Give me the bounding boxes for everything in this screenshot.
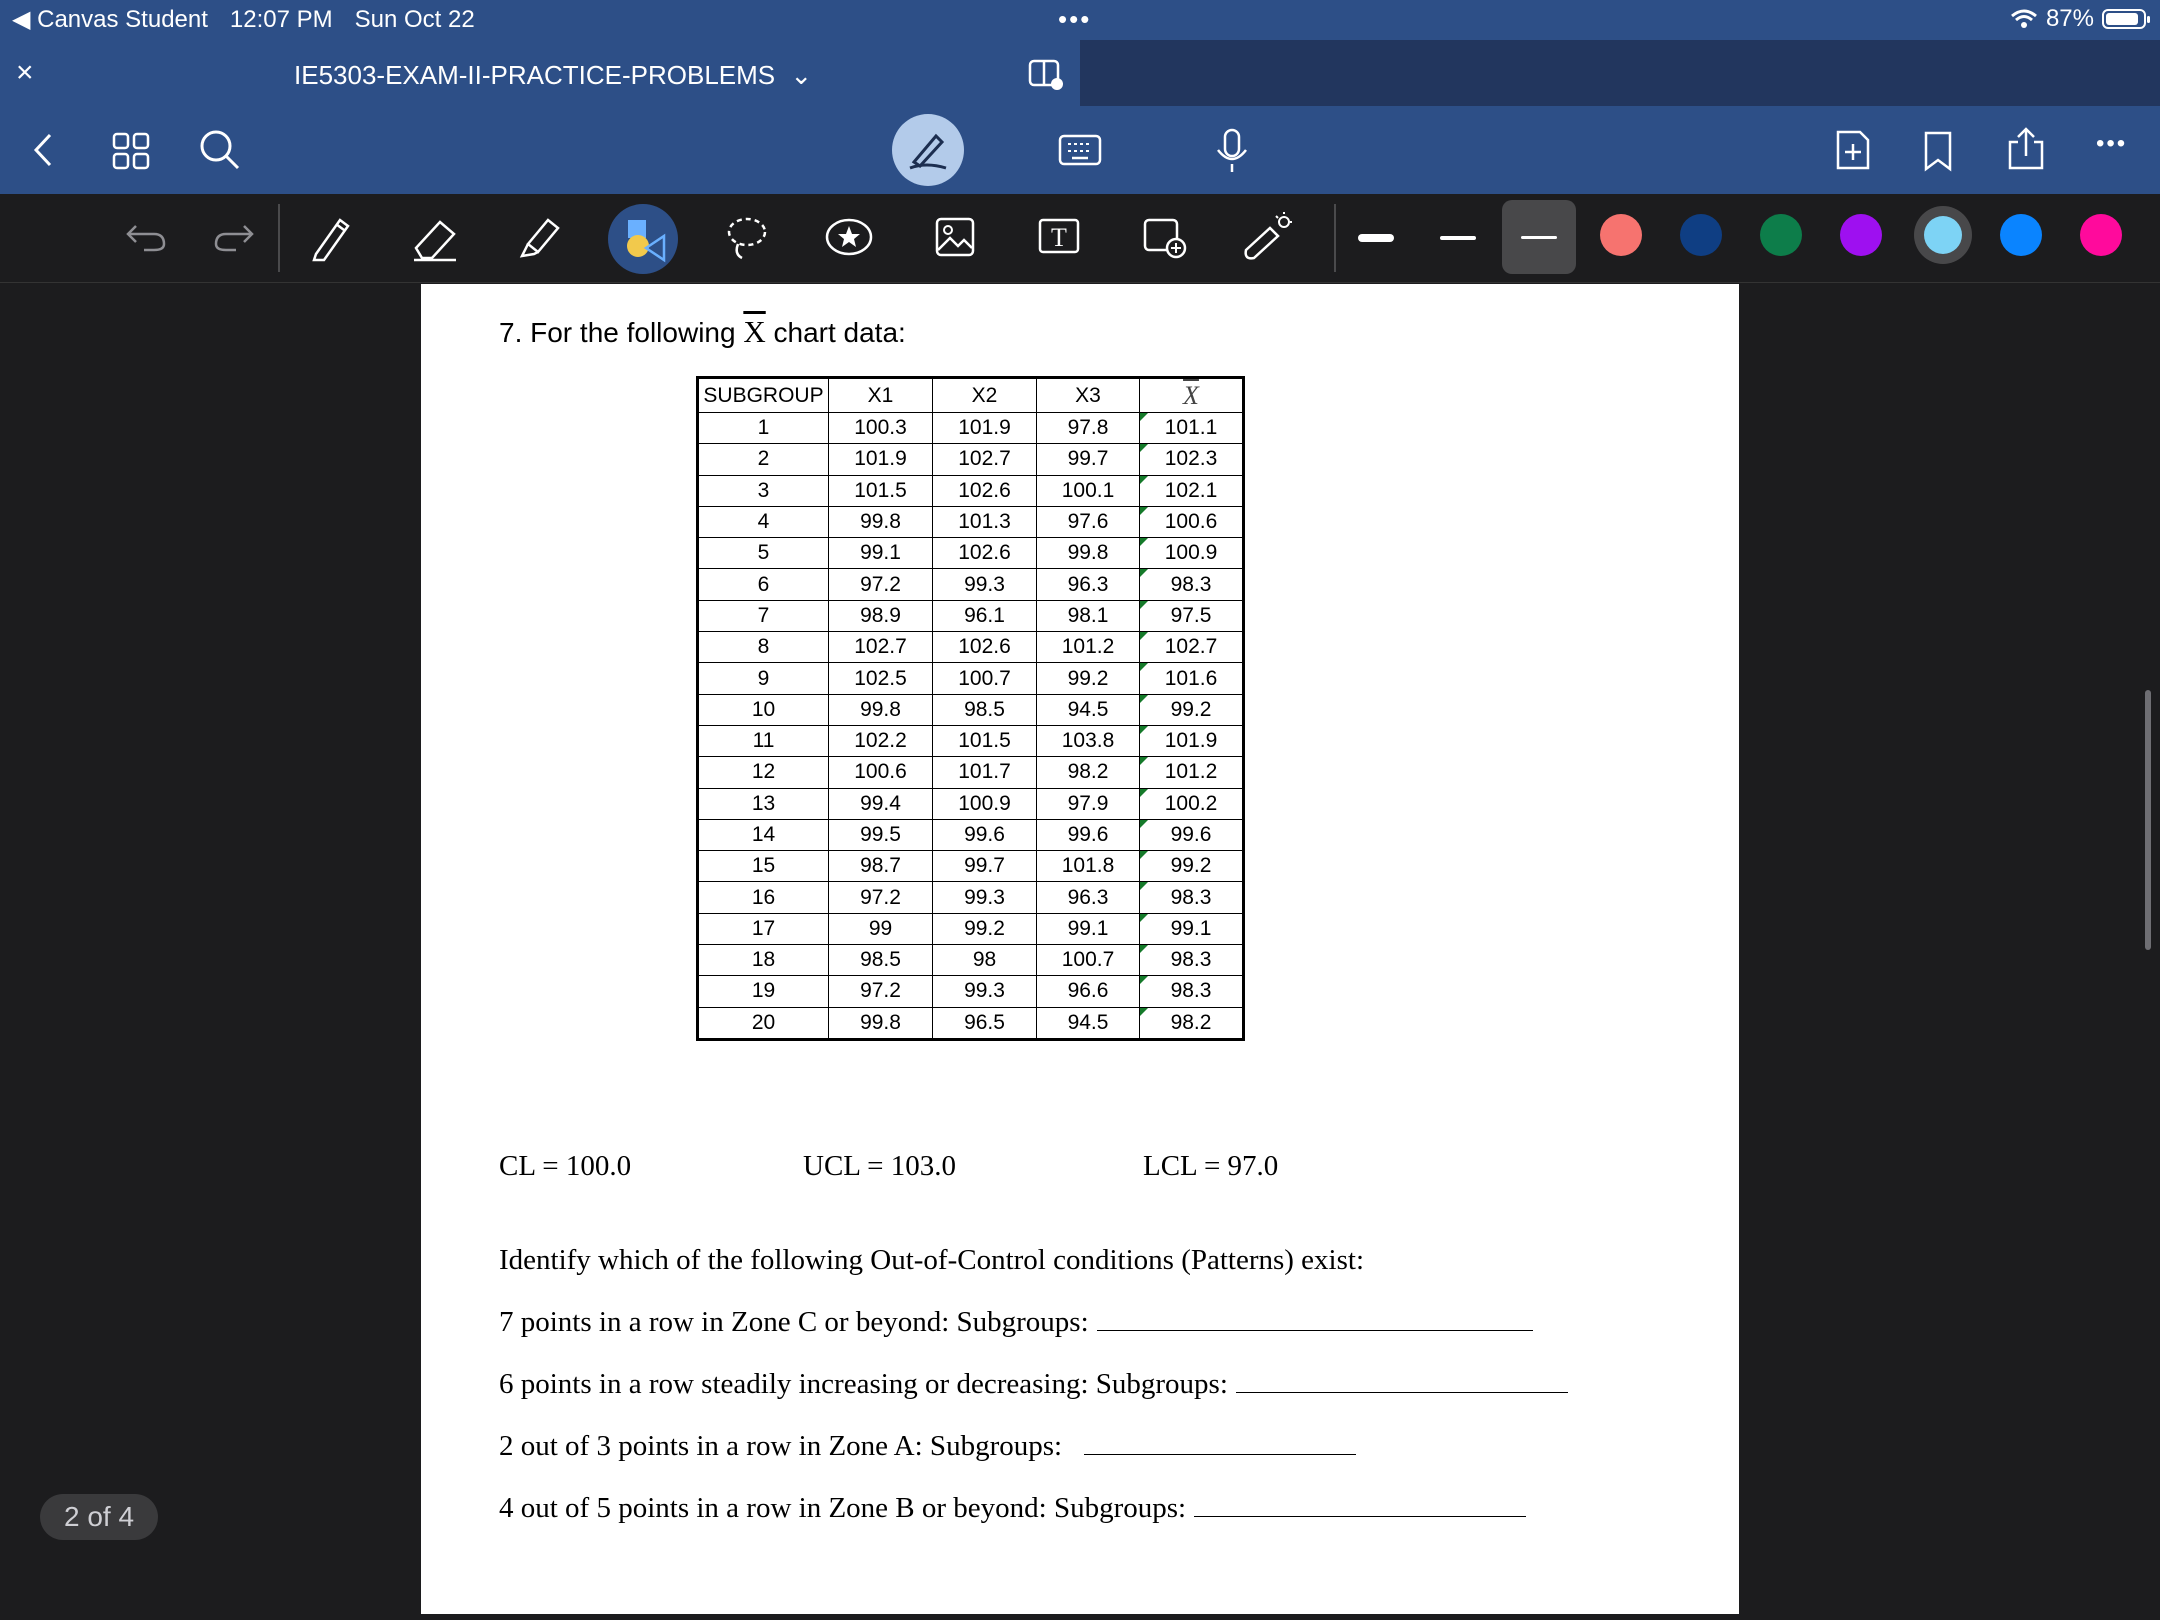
question-prefix: 7. For the following xyxy=(499,317,744,348)
cell-x1: 99.8 xyxy=(829,506,933,537)
color-salmon-swatch[interactable] xyxy=(1600,214,1642,256)
table-row xyxy=(698,819,1244,850)
cell-xbar: 100.2 xyxy=(1140,788,1244,819)
split-view-icon[interactable] xyxy=(1028,58,1064,92)
cell-x3: 99.7 xyxy=(1037,444,1140,475)
chevron-down-icon: ⌄ xyxy=(790,60,813,90)
tab-strip xyxy=(0,40,2160,106)
cell-subgroup: 5 xyxy=(698,538,829,569)
cell-x1: 102.5 xyxy=(829,663,933,694)
header-x1: X1 xyxy=(829,378,933,413)
header-xbar-symbol: $\overline{X}$ xyxy=(1183,380,1199,410)
cell-x3: 98.2 xyxy=(1037,757,1140,788)
image-icon[interactable] xyxy=(934,216,976,258)
color-navy-swatch[interactable] xyxy=(1680,214,1722,256)
cell-x3: 97.6 xyxy=(1037,506,1140,537)
selected-color-fill xyxy=(1924,216,1962,254)
pen-tool-icon[interactable] xyxy=(308,214,352,262)
cell-x2: 101.7 xyxy=(933,757,1037,788)
cell-x1: 102.7 xyxy=(829,632,933,663)
battery-icon xyxy=(2102,9,2146,29)
cell-xbar: 101.6 xyxy=(1140,663,1244,694)
question-trend-text: 6 points in a row steadily increasing or decreasing: Subgroups: xyxy=(499,1368,1228,1400)
redo-icon[interactable] xyxy=(212,218,256,254)
cell-x3: 101.8 xyxy=(1037,851,1140,882)
cell-subgroup: 2 xyxy=(698,444,829,475)
stroke-thin-option-selected[interactable] xyxy=(1502,200,1576,274)
question-zone-b-text: 4 out of 5 points in a row in Zone B or beyond: Subgroups: xyxy=(499,1492,1187,1524)
cell-x2: 98.5 xyxy=(933,694,1037,725)
cell-xbar: 99.6 xyxy=(1140,819,1244,850)
cell-subgroup: 7 xyxy=(698,600,829,631)
add-page-icon[interactable] xyxy=(1834,128,1872,172)
cell-subgroup: 16 xyxy=(698,882,829,913)
cell-x1: 98.5 xyxy=(829,945,933,976)
color-pink-swatch[interactable] xyxy=(2080,214,2122,256)
stroke-medium-option[interactable] xyxy=(1440,236,1476,240)
cell-xbar: 98.3 xyxy=(1140,569,1244,600)
cell-x2: 100.9 xyxy=(933,788,1037,819)
share-icon[interactable] xyxy=(2006,126,2046,172)
cell-x3: 100.7 xyxy=(1037,945,1140,976)
table-row xyxy=(698,600,1244,631)
upper-control-limit: UCL = 103.0 xyxy=(803,1150,957,1182)
answer-blank-4[interactable] xyxy=(1194,1492,1526,1517)
cell-xbar: 100.6 xyxy=(1140,506,1244,537)
cell-xbar: 100.9 xyxy=(1140,538,1244,569)
cell-x3: 103.8 xyxy=(1037,725,1140,756)
question-zone-a-text: 2 out of 3 points in a row in Zone A: Subgroups: xyxy=(499,1430,1063,1462)
cell-xbar: 99.2 xyxy=(1140,694,1244,725)
cell-x1: 99.8 xyxy=(829,694,933,725)
cell-x3: 99.2 xyxy=(1037,663,1140,694)
cell-xbar: 98.3 xyxy=(1140,882,1244,913)
more-options-icon[interactable]: ••• xyxy=(2096,130,2128,157)
answer-blank-3[interactable] xyxy=(1084,1430,1356,1455)
close-tab-icon[interactable]: × xyxy=(16,56,34,89)
table-row xyxy=(698,976,1244,1007)
shapes-tool-button[interactable] xyxy=(608,204,678,274)
cell-subgroup: 6 xyxy=(698,569,829,600)
table-row xyxy=(698,1007,1244,1039)
document-tab[interactable] xyxy=(0,40,1080,106)
table-header-row xyxy=(698,378,1244,413)
cell-x2: 102.6 xyxy=(933,632,1037,663)
question-zone-c xyxy=(499,1306,1533,1339)
cell-x2: 99.3 xyxy=(933,569,1037,600)
x-bar-symbol: $\overline{X}$ xyxy=(743,314,766,349)
table-row xyxy=(698,882,1244,913)
cell-subgroup: 12 xyxy=(698,757,829,788)
microphone-icon[interactable] xyxy=(1214,128,1250,174)
cell-x1: 99.5 xyxy=(829,819,933,850)
table-row xyxy=(698,475,1244,506)
status-date: Sun Oct 22 xyxy=(354,5,475,33)
cell-x2: 98 xyxy=(933,945,1037,976)
color-lightblue-swatch-selected[interactable] xyxy=(1914,206,1972,264)
table-row xyxy=(698,663,1244,694)
cell-xbar: 101.1 xyxy=(1140,413,1244,444)
color-green-swatch[interactable] xyxy=(1760,214,1802,256)
question-zone-a xyxy=(499,1430,1356,1463)
cell-x2: 99.7 xyxy=(933,851,1037,882)
table-row xyxy=(698,413,1244,444)
center-line: CL = 100.0 xyxy=(499,1150,632,1182)
table-row xyxy=(698,945,1244,976)
cell-x3: 99.8 xyxy=(1037,538,1140,569)
cell-x2: 96.1 xyxy=(933,600,1037,631)
cell-x2: 101.3 xyxy=(933,506,1037,537)
cell-subgroup: 14 xyxy=(698,819,829,850)
cell-xbar: 102.7 xyxy=(1140,632,1244,663)
cell-x2: 101.9 xyxy=(933,413,1037,444)
cell-x2: 102.7 xyxy=(933,444,1037,475)
thumbnail-grid-icon[interactable] xyxy=(112,132,150,170)
table-row xyxy=(698,444,1244,475)
annotation-toolbar xyxy=(0,194,2160,283)
cell-x3: 94.5 xyxy=(1037,1007,1140,1039)
cell-x3: 99.1 xyxy=(1037,913,1140,944)
answer-blank-2[interactable] xyxy=(1236,1368,1568,1393)
answer-blank-1[interactable] xyxy=(1097,1306,1533,1331)
cell-x2: 99.2 xyxy=(933,913,1037,944)
status-time: 12:07 PM xyxy=(229,5,333,33)
cell-x3: 96.3 xyxy=(1037,569,1140,600)
undo-icon[interactable] xyxy=(124,218,168,254)
cell-x3: 98.1 xyxy=(1037,600,1140,631)
tab-title: IE5303-EXAM-II-PRACTICE-PROBLEMS xyxy=(294,60,776,90)
back-chevron-icon[interactable] xyxy=(32,132,54,168)
cell-x2: 102.6 xyxy=(933,538,1037,569)
header-xbar xyxy=(1140,378,1244,413)
table-row xyxy=(698,913,1244,944)
cell-xbar: 99.1 xyxy=(1140,913,1244,944)
table-row xyxy=(698,725,1244,756)
cell-xbar: 97.5 xyxy=(1140,600,1244,631)
bookmark-icon[interactable] xyxy=(1922,130,1954,172)
toolbar-separator xyxy=(1334,204,1336,272)
cell-x2: 99.3 xyxy=(933,882,1037,913)
cell-x1: 99.1 xyxy=(829,538,933,569)
eraser-tool-icon[interactable] xyxy=(410,214,460,262)
camera-scan-icon[interactable] xyxy=(1142,214,1188,260)
sticker-icon[interactable] xyxy=(824,216,874,258)
toolbar-separator xyxy=(278,204,280,272)
question-zone-c-text: 7 points in a row in Zone C or beyond: Subgroups: xyxy=(499,1306,1089,1338)
cell-x1: 99.4 xyxy=(829,788,933,819)
cell-x1: 102.2 xyxy=(829,725,933,756)
color-blue-swatch[interactable] xyxy=(2000,214,2042,256)
cell-x1: 101.9 xyxy=(829,444,933,475)
cell-x2: 100.7 xyxy=(933,663,1037,694)
cell-subgroup: 17 xyxy=(698,913,829,944)
shapes-icon xyxy=(620,214,668,264)
table-row xyxy=(698,569,1244,600)
battery-percentage: 87% xyxy=(2045,5,2094,32)
document-page[interactable] xyxy=(421,284,1739,1614)
cell-x3: 100.1 xyxy=(1037,475,1140,506)
cell-x2: 99.3 xyxy=(933,976,1037,1007)
instruction-text: Identify which of the following Out-of-Control conditions (Patterns) exist: xyxy=(499,1244,1365,1276)
lower-control-limit: LCL = 97.0 xyxy=(1143,1150,1279,1182)
cell-xbar: 101.2 xyxy=(1140,757,1244,788)
cell-subgroup: 1 xyxy=(698,413,829,444)
back-to-app-link[interactable]: ◀ Canvas Student xyxy=(12,6,208,33)
text-box-icon[interactable] xyxy=(1034,216,1084,256)
table-row xyxy=(698,694,1244,725)
pen-signature-icon xyxy=(906,128,950,172)
cell-xbar: 98.2 xyxy=(1140,1007,1244,1039)
cell-x1: 97.2 xyxy=(829,976,933,1007)
cell-x2: 96.5 xyxy=(933,1007,1037,1039)
cell-x1: 100.6 xyxy=(829,757,933,788)
cell-x3: 99.6 xyxy=(1037,819,1140,850)
cell-x3: 97.8 xyxy=(1037,413,1140,444)
tab-title-group[interactable] xyxy=(294,60,812,91)
status-bar xyxy=(0,0,2160,40)
data-table xyxy=(696,376,1245,1041)
cell-x1: 98.7 xyxy=(829,851,933,882)
cell-xbar: 102.3 xyxy=(1140,444,1244,475)
cell-x1: 100.3 xyxy=(829,413,933,444)
cell-x3: 96.6 xyxy=(1037,976,1140,1007)
cell-x2: 101.5 xyxy=(933,725,1037,756)
cell-x3: 101.2 xyxy=(1037,632,1140,663)
question-title xyxy=(499,314,906,350)
pen-mode-button[interactable] xyxy=(892,114,964,186)
cell-x1: 97.2 xyxy=(829,569,933,600)
color-purple-swatch[interactable] xyxy=(1840,214,1882,256)
cell-x3: 94.5 xyxy=(1037,694,1140,725)
cell-subgroup: 11 xyxy=(698,725,829,756)
table-row xyxy=(698,632,1244,663)
question-suffix: chart data: xyxy=(765,317,906,348)
cell-xbar: 101.9 xyxy=(1140,725,1244,756)
highlighter-tool-icon[interactable] xyxy=(514,214,564,262)
header-x3: X3 xyxy=(1037,378,1140,413)
cell-x3: 97.9 xyxy=(1037,788,1140,819)
multitasking-dots[interactable]: ••• xyxy=(1058,4,1092,34)
keyboard-icon[interactable] xyxy=(1058,134,1102,166)
cell-x2: 102.6 xyxy=(933,475,1037,506)
table-row xyxy=(698,851,1244,882)
cell-xbar: 102.1 xyxy=(1140,475,1244,506)
scrollbar[interactable] xyxy=(2145,690,2151,950)
cell-subgroup: 3 xyxy=(698,475,829,506)
cell-subgroup: 4 xyxy=(698,506,829,537)
cell-subgroup: 15 xyxy=(698,851,829,882)
cell-subgroup: 18 xyxy=(698,945,829,976)
cell-subgroup: 19 xyxy=(698,976,829,1007)
table-row xyxy=(698,788,1244,819)
cell-subgroup: 13 xyxy=(698,788,829,819)
cell-subgroup: 8 xyxy=(698,632,829,663)
cell-x1: 97.2 xyxy=(829,882,933,913)
svg-text:T: T xyxy=(1051,223,1067,252)
cell-x1: 99.8 xyxy=(829,1007,933,1039)
cell-xbar: 98.3 xyxy=(1140,976,1244,1007)
cell-subgroup: 9 xyxy=(698,663,829,694)
page-indicator[interactable]: 2 of 4 xyxy=(40,1494,158,1540)
table-row xyxy=(698,757,1244,788)
header-x2: X2 xyxy=(933,378,1037,413)
cell-xbar: 98.3 xyxy=(1140,945,1244,976)
question-trend xyxy=(499,1368,1568,1401)
cell-subgroup: 20 xyxy=(698,1007,829,1039)
cell-xbar: 99.2 xyxy=(1140,851,1244,882)
cell-x3: 96.3 xyxy=(1037,882,1140,913)
wifi-icon xyxy=(2010,8,2038,30)
main-toolbar xyxy=(0,106,2160,194)
table-row xyxy=(698,538,1244,569)
cell-subgroup: 10 xyxy=(698,694,829,725)
header-subgroup: SUBGROUP xyxy=(698,378,829,413)
search-icon[interactable] xyxy=(198,128,242,172)
cell-x1: 99 xyxy=(829,913,933,944)
stroke-thick-option[interactable] xyxy=(1358,234,1394,242)
cell-x1: 101.5 xyxy=(829,475,933,506)
table-row xyxy=(698,506,1244,537)
lasso-tool-icon[interactable] xyxy=(724,214,770,262)
laser-pointer-icon[interactable] xyxy=(1240,210,1294,262)
cell-x2: 99.6 xyxy=(933,819,1037,850)
question-zone-b xyxy=(499,1492,1526,1525)
stroke-thin-line xyxy=(1521,236,1557,239)
cell-x1: 98.9 xyxy=(829,600,933,631)
